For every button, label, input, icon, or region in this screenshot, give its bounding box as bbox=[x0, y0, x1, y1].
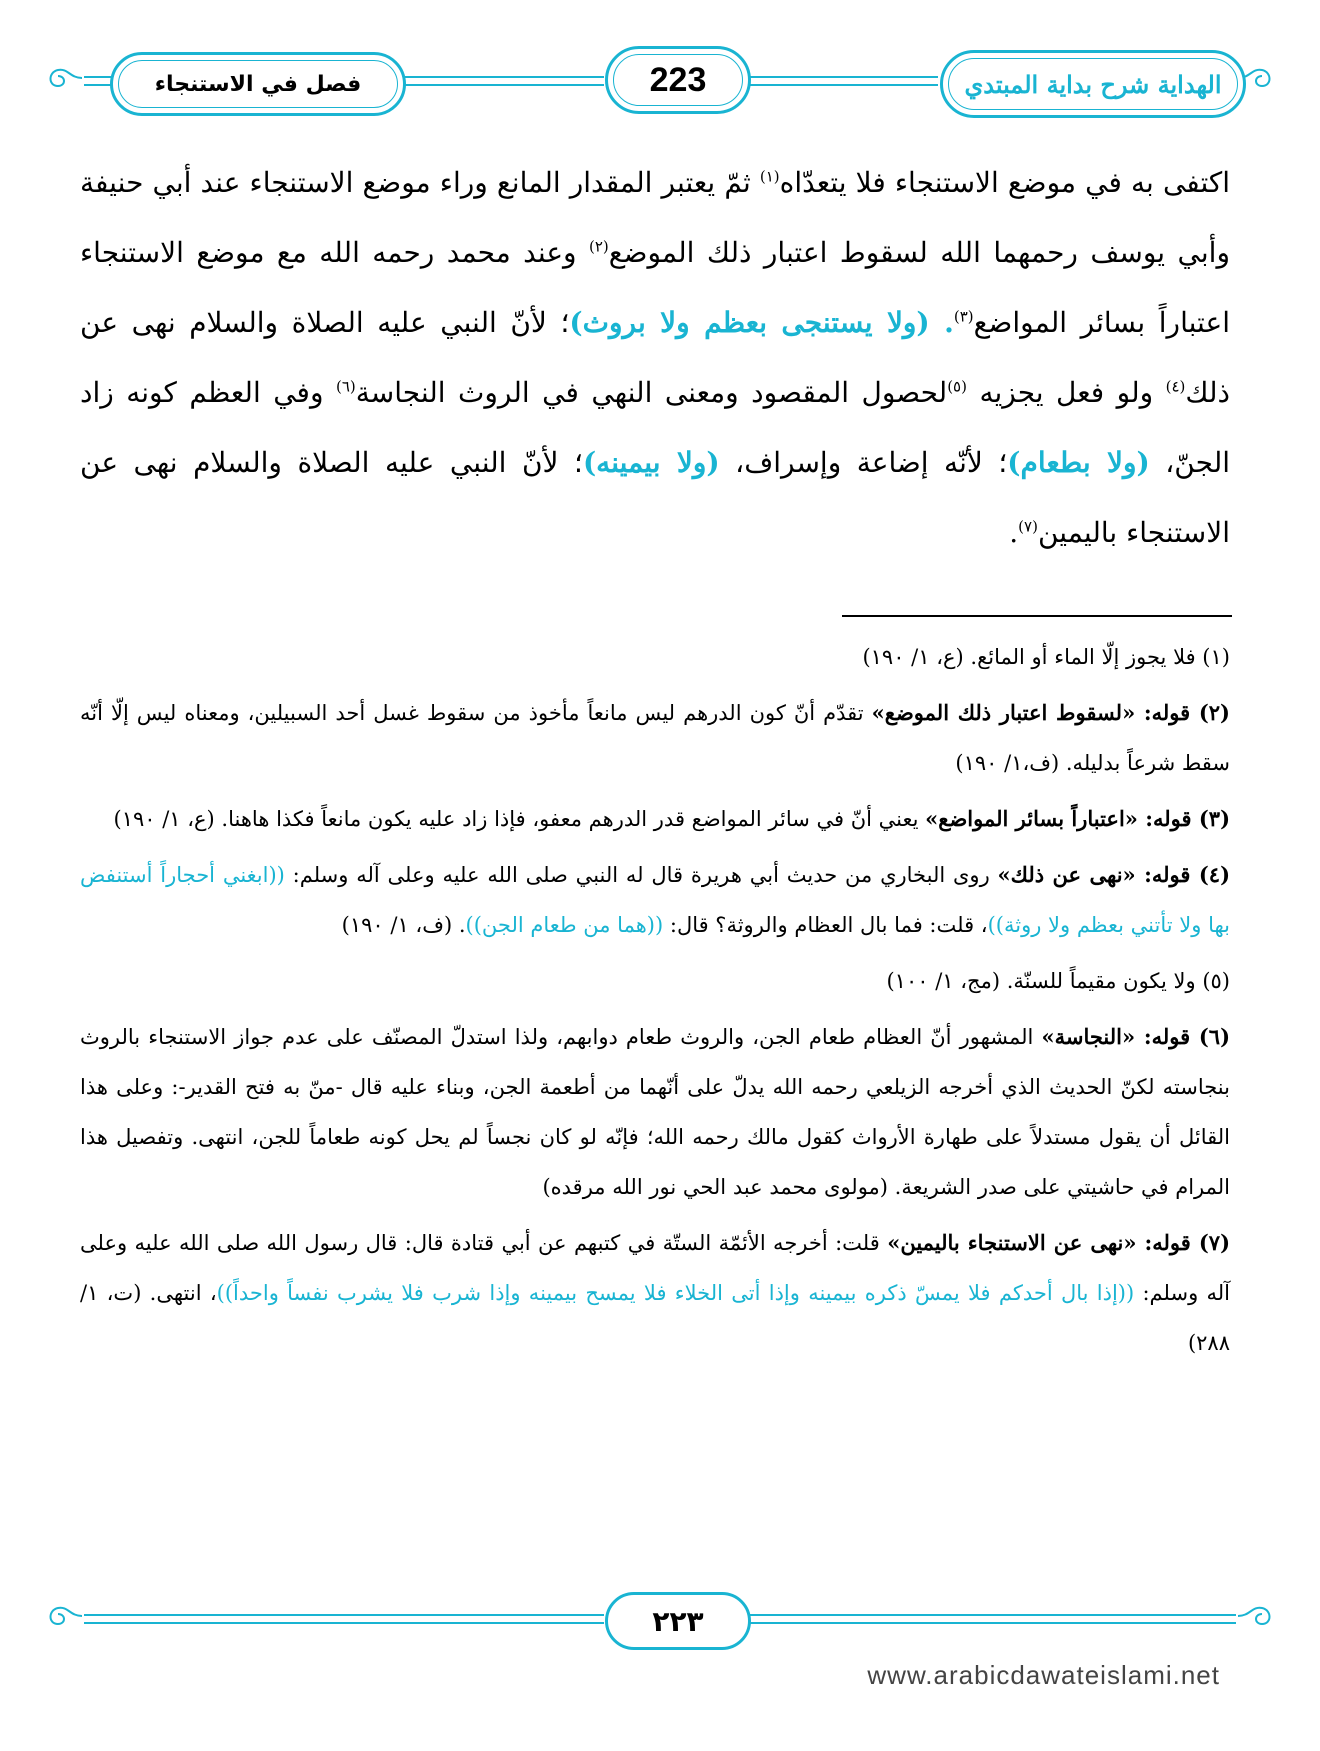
footnote-text: روى البخاري من حديث أبي هريرة قال له النبي صلى الله عليه وعلى آله وسلم: bbox=[284, 863, 998, 887]
footnote-label: (٣) قوله: «اعتباراً بسائر المواضع» bbox=[925, 806, 1230, 831]
text-segment: ولو فعل يجزيه bbox=[966, 376, 1166, 409]
footnote-text: المشهور أنّ العظام طعام الجن، والروث طعام دوابهم، ولذا استدلّ المصنّف على عدم جواز الاستنجاء بالروث بنجاسته لكنّ الحديث الذي أخرجه الزيلعي رحمه الله يدلّ على أنّهما من أطعمة الجن، وبناء عليه قال -منّ به فتح القدير-: وعلى هذا القائل أن يقول مستدلاً على طهارة الأرواث كقول مالك رحمه الله؛ فإنّه لو كان نجساً لم يحل كونه طعاماً للجن، انتهى. وتفصيل هذا المرام في حاشيتي على صدر الشريعة. (مولوى محمد عبد الحي نور الله مرقده) bbox=[80, 1025, 1230, 1199]
footnote-text: ، انتهى. (ت، ١/ ٢٨٨) bbox=[80, 1281, 1230, 1355]
footer-rule-right bbox=[746, 1614, 1236, 1624]
footnote-2 bbox=[80, 688, 1230, 788]
footnote-ref-4[interactable]: (٤) bbox=[1165, 377, 1186, 396]
header-rule-mid-left bbox=[402, 76, 604, 86]
book-title-box bbox=[940, 50, 1246, 118]
footnote-text: ، قلت: فما بال العظام والروثة؟ قال: bbox=[663, 913, 988, 937]
footer-rule-left bbox=[84, 1614, 604, 1624]
footnote-text: (١) فلا يجوز إلّا الماء أو المائع. (ع، ١/ ١٩٠) bbox=[862, 645, 1230, 669]
footnote-6 bbox=[80, 1012, 1230, 1212]
hadith-quote: ((ابغني أحجاراً أستنفض بها ولا تأتني بعظم ولا روثة)) bbox=[80, 863, 1230, 937]
footnote-text: تقدّم أنّ كون الدرهم ليس مانعاً مأخوذ من سقوط غسل أحد السبيلين، ومعناه ليس إلّا أنّه سقط شرعاً بدليله. (ف،١/ ١٩٠) bbox=[80, 701, 1230, 775]
website-link[interactable]: www.arabicdawateislami.net bbox=[867, 1660, 1220, 1690]
text-segment: وفي العظم كونه زاد الجنّ، bbox=[80, 376, 1231, 479]
ornament-curl-left-icon bbox=[40, 1604, 84, 1628]
text-segment: ؛ لأنّ النبي عليه الصلاة والسلام نهى عن ذلك bbox=[80, 306, 1231, 409]
text-segment: ثمّ يعتبر المقدار المانع وراء موضع الاستنجاء عند أبي حنيفة وأبي يوسف رحمهما الله لسقوط اعتبار ذلك الموضع bbox=[80, 166, 1230, 269]
chapter-title-box bbox=[110, 52, 406, 116]
footnote-text: قلت: أخرجه الأئمّة الستّة في كتبهم عن أبي قتادة قال: قال رسول الله صلى الله عليه وعلى آله وسلم: bbox=[80, 1231, 1231, 1305]
footnote-divider bbox=[842, 615, 1232, 617]
page-footer bbox=[40, 1588, 1280, 1648]
page-number-box bbox=[605, 46, 751, 114]
text-segment: ؛ لأنّه إضاعة وإسراف، bbox=[719, 446, 1008, 479]
footnote-text: (٥) ولا يكون مقيماً للسنّة. (مج، ١/ ١٠٠) bbox=[886, 969, 1230, 993]
text-segment: لحصول المقصود ومعنى النهي في الروث النجاسة bbox=[355, 376, 948, 409]
footnote-1 bbox=[80, 632, 1230, 682]
ornament-curl-right-icon bbox=[1236, 1604, 1280, 1628]
footnote-ref-2[interactable]: (٢) bbox=[589, 237, 609, 256]
header-rule-mid-right bbox=[746, 76, 938, 86]
page-header bbox=[40, 42, 1280, 112]
footnote-label: (٤) قوله: «نهى عن ذلك» bbox=[997, 862, 1230, 887]
footnote-ref-5[interactable]: (٥) bbox=[947, 377, 967, 396]
main-text bbox=[80, 148, 1230, 568]
footnote-4 bbox=[80, 850, 1230, 950]
matn-quote-1: . (ولا يستنجى بعظم ولا بروث) bbox=[569, 306, 954, 339]
book-title: الهداية شرح بداية المبتدي bbox=[964, 69, 1222, 99]
footnote-ref-6[interactable]: (٦) bbox=[335, 377, 356, 396]
footnote-label: (٧) قوله: «نهى عن الاستنجاء باليمين» bbox=[887, 1230, 1230, 1255]
footnote-label: (٦) قوله: «النجاسة» bbox=[1041, 1024, 1230, 1049]
footnote-5 bbox=[80, 956, 1230, 1006]
text-segment: ؛ لأنّ النبي عليه الصلاة والسلام نهى عن الاستنجاء باليمين bbox=[80, 446, 1230, 549]
footnote-text: يعني أنّ في سائر المواضع قدر الدرهم معفو، فإذا زاد عليه يكون مانعاً فكذا هاهنا. (ع، ١/ ١٩٠) bbox=[113, 807, 926, 831]
footer-page-number-box bbox=[605, 1592, 751, 1650]
footer-page-number: ٢٢٣ bbox=[652, 1604, 704, 1638]
text-segment: وعند محمد رحمه الله مع موضع الاستنجاء اعتباراً بسائر المواضع bbox=[80, 236, 1230, 339]
matn-quote-3: (ولا بيمينه) bbox=[582, 446, 720, 479]
main-paragraph bbox=[80, 148, 1230, 568]
footnote-text: . (ف، ١/ ١٩٠) bbox=[341, 913, 466, 937]
hadith-quote: ((إذا بال أحدكم فلا يمسّ ذكره بيمينه وإذا أتى الخلاء فلا يمسح بيمينه وإذا شرب فلا يشرب نفساً واحداً)) bbox=[216, 1281, 1135, 1305]
chapter-title: فصل في الاستنجاء bbox=[154, 71, 362, 97]
matn-quote-2: (ولا بطعام) bbox=[1007, 446, 1150, 479]
footnote-label: (٢) قوله: «لسقوط اعتبار ذلك الموضع» bbox=[871, 700, 1230, 725]
footnote-3 bbox=[80, 794, 1230, 844]
hadith-quote: ((هما من طعام الجن)) bbox=[465, 913, 664, 937]
text-segment: اكتفى به في موضع الاستنجاء فلا يتعدّاه bbox=[779, 166, 1231, 199]
footnote-ref-7[interactable]: (٧) bbox=[1018, 517, 1038, 536]
footnotes bbox=[80, 632, 1230, 1374]
ornament-curl-left-icon bbox=[40, 66, 84, 90]
footnote-ref-3[interactable]: (٣) bbox=[953, 307, 974, 326]
page-number: 223 bbox=[649, 60, 707, 99]
text-segment: . bbox=[1009, 516, 1019, 549]
footnote-ref-1[interactable]: (١) bbox=[759, 167, 780, 186]
footnote-7 bbox=[80, 1218, 1230, 1368]
